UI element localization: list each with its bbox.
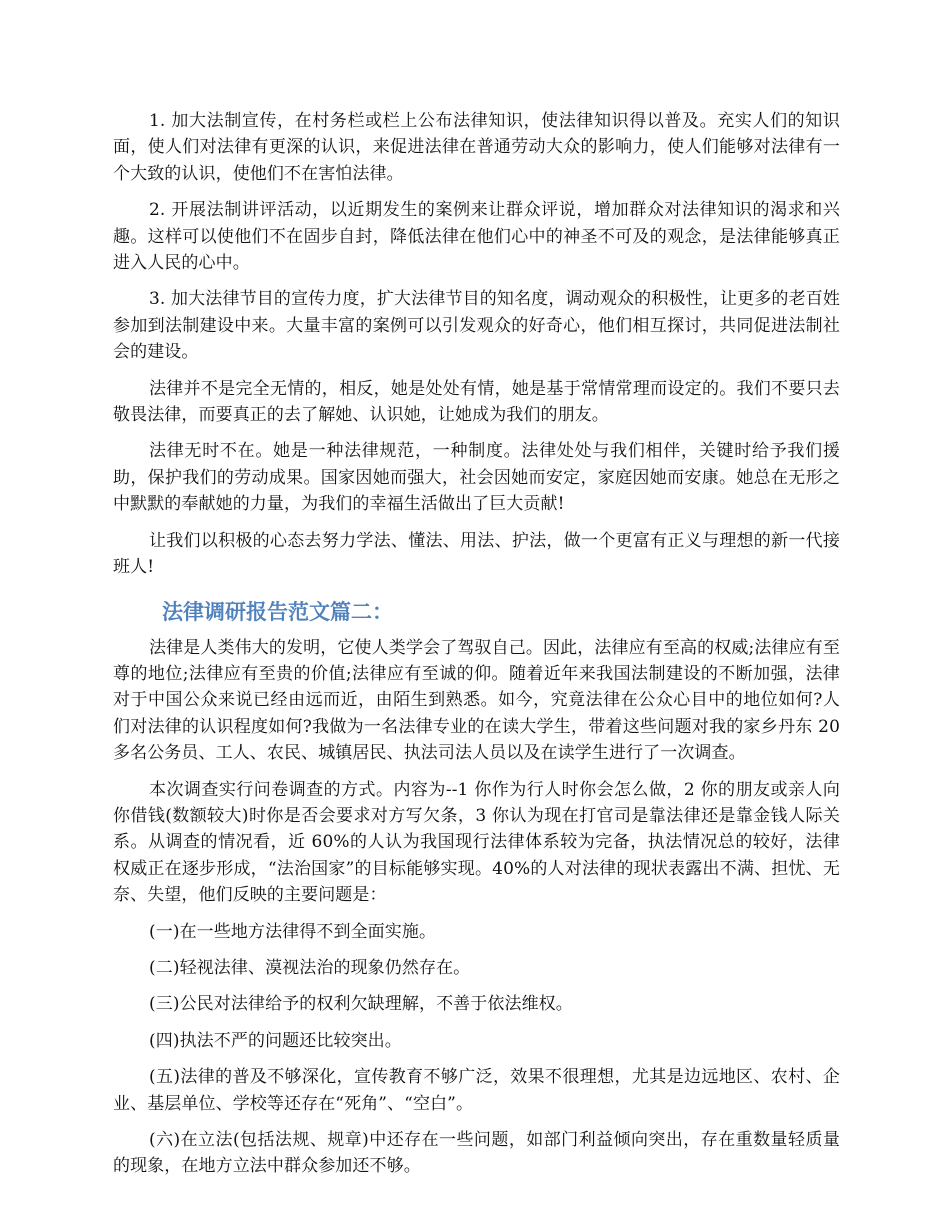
- paragraph: 让我们以积极的心态去努力学法、懂法、用法、护法，做一个更富有正义与理想的新一代接班人!: [113, 530, 840, 578]
- paragraph: 3. 加大法律节目的宣传力度，扩大法律节目的知名度，调动观众的积极性，让更多的老百姓参加到法制建设中来。大量丰富的案例可以引发观众的好奇心，他们相互探讨，共同促进法制社会的建设。: [113, 289, 840, 363]
- section-heading: 法律调研报告范文篇二：: [162, 599, 393, 624]
- document-page: [113, 108, 840, 1190]
- paragraph: 1. 加大法制宣传，在村务栏或栏上公布法律知识，使法律知识得以普及。充实人们的知识面，使人们对法律有更深的认识，来促进法律在普通劳动大众的影响力，使人们能够对法律有一个大致的认识，使他们不在害怕法律。: [113, 111, 840, 184]
- paragraph: 本次调查实行问卷调查的方式。内容为--1 你作为行人时你会怎么做，2 你的朋友或亲人向你借钱(数额较大)时你是否会要求对方写欠条，3 你认为现在打官司是靠法律还是靠金钱人际关系。从调查的情况看，近 60%的人认为我国现行法律体系较为完备，执法情况总的较好，法律权威正在逐步形成，“法治国家”的目标能够实现。40%的人对法律的现状表露出不满、担忧、无奈、失望，他们反映的主要问题是：: [113, 779, 840, 906]
- section-one: [113, 108, 840, 581]
- paragraph: 2. 开展法制讲评活动，以近期发生的案例来让群众评说，增加群众对法律知识的渴求和兴趣。这样可以使他们不在固步自封，降低法律在他们心中的神圣不可及的观念，是法律能够真正进入人民的心中。: [113, 200, 840, 274]
- section-two: [113, 597, 840, 1180]
- list-item: (三)公民对法律给予的权利欠缺理解，不善于依法维权。: [149, 994, 573, 1015]
- list-item: (二)轻视法律、漠视法治的现象仍然存在。: [149, 957, 471, 978]
- paragraph: 法律无时不在。她是一种法律规范，一种制度。法律处处与我们相伴，关键时给予我们援助，保护我们的劳动成果。国家因她而强大，社会因她而安定，家庭因她而安康。她总在无形之中默默的奉献她的力量，为我们的幸福生活做出了巨大贡献!: [113, 441, 840, 515]
- list-item: (一)在一些地方法律得不到全面实施。: [149, 921, 437, 942]
- problem-list: [113, 919, 840, 1180]
- paragraph: 法律并不是完全无情的，相反，她是处处有情，她是基于常情常理而设定的。我们不要只去敬畏法律，而要真正的去了解她、认识她，让她成为我们的朋友。: [113, 378, 840, 426]
- paragraph: 法律是人类伟大的发明，它使人类学会了驾驭自己。因此，法律应有至高的权威;法律应有至尊的地位;法律应有至贵的价值;法律应有至诚的仰。随着近年来我国法制建设的不断加强，法律对于中国公众来说已经由远而近，由陌生到熟悉。如今，究竟法律在公众心目中的地位如何?人们对法律的认识程度如何?我做为一名法律专业的在读大学生，带着这些问题对我的家乡丹东 20 多名公务员、工人、农民、城镇居民、执法司法人员以及在读学生进行了一次调查。: [113, 637, 840, 764]
- list-item: (五)法律的普及不够深化，宣传教育不够广泛，效果不很理想，尤其是边远地区、农村、企业、基层单位、学校等还存在“死角”、“空白”。: [113, 1067, 840, 1114]
- list-item: (四)执法不严的问题还比较突出。: [149, 1030, 402, 1051]
- list-item: (六)在立法(包括法规、规章)中还存在一些问题，如部门利益倾向突出，存在重数量轻质量的现象，在地方立法中群众参加还不够。: [113, 1130, 840, 1177]
